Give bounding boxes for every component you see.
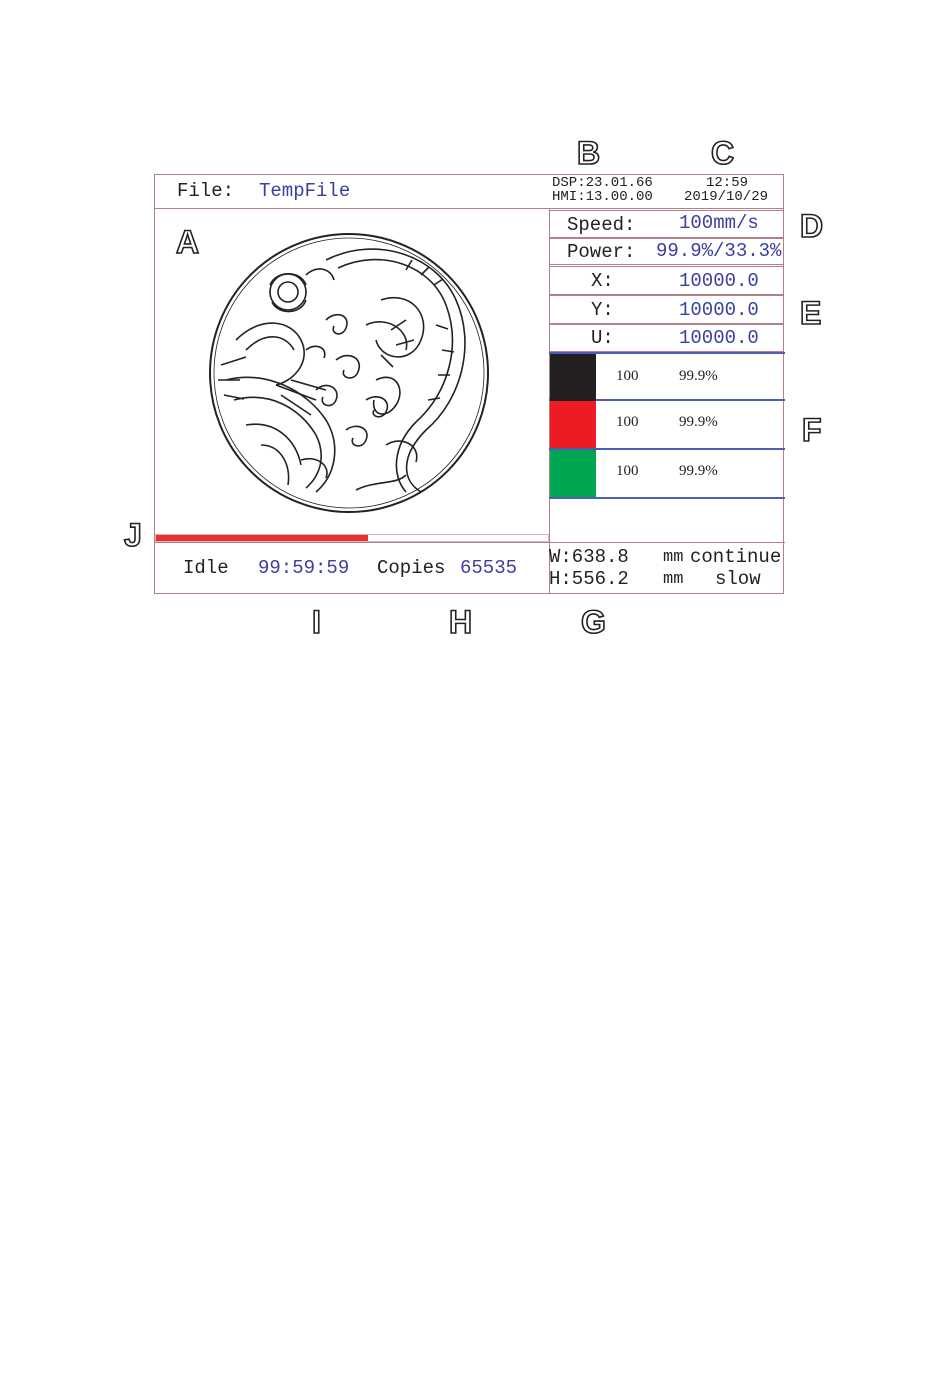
y-label: Y:: [591, 299, 614, 321]
callout-h: H: [449, 604, 473, 640]
u-value: 10000.0: [679, 327, 759, 349]
dragon-phoenix-preview-icon: [206, 230, 492, 516]
callout-j: J: [124, 517, 142, 553]
status-divider: [154, 542, 550, 543]
progress-track: [155, 534, 549, 542]
layer-color-swatch: [550, 401, 596, 448]
hmi-version: HMI:13.00.00: [552, 189, 653, 205]
x-value: 10000.0: [679, 270, 759, 292]
layer-color-swatch: [550, 354, 596, 401]
header-divider: [154, 208, 784, 209]
power-row[interactable]: [549, 238, 784, 265]
layer-power: 99.9%: [679, 463, 718, 479]
run-mode[interactable]: continue: [690, 546, 782, 568]
y-axis-row[interactable]: [549, 295, 784, 324]
x-label: X:: [591, 270, 614, 292]
y-value: 10000.0: [679, 299, 759, 321]
status-divider-right: [549, 542, 785, 543]
layer-power: 99.9%: [679, 368, 718, 384]
power-value: 99.9%/33.3%: [656, 240, 782, 262]
move-speed-mode[interactable]: slow: [715, 568, 761, 590]
speed-label: Speed:: [567, 214, 636, 236]
u-label: U:: [591, 327, 614, 349]
layer-speed: 100: [616, 414, 639, 430]
callout-g: G: [581, 604, 606, 640]
callout-c: C: [711, 135, 735, 171]
u-axis-row[interactable]: [549, 324, 784, 352]
layer-power: 99.9%: [679, 414, 718, 430]
callout-a: A: [176, 224, 200, 260]
callout-b: B: [577, 135, 601, 171]
height-unit: mm: [663, 570, 684, 589]
work-height: H:556.2: [549, 568, 629, 590]
file-name[interactable]: TempFile: [259, 180, 351, 202]
clock-date: 2019/10/29: [684, 189, 769, 205]
callout-e: E: [800, 295, 822, 331]
callout-f: F: [802, 412, 822, 448]
layer-row[interactable]: [549, 352, 785, 401]
work-width: W:638.8: [549, 546, 629, 568]
progress-fill: [156, 535, 368, 541]
callout-i: I: [312, 604, 321, 640]
layer-row[interactable]: [549, 450, 785, 499]
speed-row[interactable]: [549, 210, 784, 238]
layer-speed: 100: [616, 463, 639, 479]
layer-speed: 100: [616, 368, 639, 384]
width-unit: mm: [663, 548, 684, 567]
elapsed-time: 99:59:59: [258, 557, 350, 579]
callout-d: D: [800, 208, 824, 244]
layer-color-swatch: [550, 450, 596, 497]
file-label: File:: [177, 180, 235, 202]
x-axis-row[interactable]: [549, 266, 784, 295]
clock-time: 12:59: [706, 175, 749, 191]
copies-label: Copies: [377, 557, 446, 579]
power-label: Power:: [567, 241, 636, 263]
copies-value: 65535: [460, 557, 518, 579]
dsp-version: DSP:23.01.66: [552, 175, 653, 191]
layer-row[interactable]: [549, 401, 785, 450]
machine-state: Idle: [183, 557, 229, 579]
speed-value: 100mm/s: [679, 212, 759, 234]
